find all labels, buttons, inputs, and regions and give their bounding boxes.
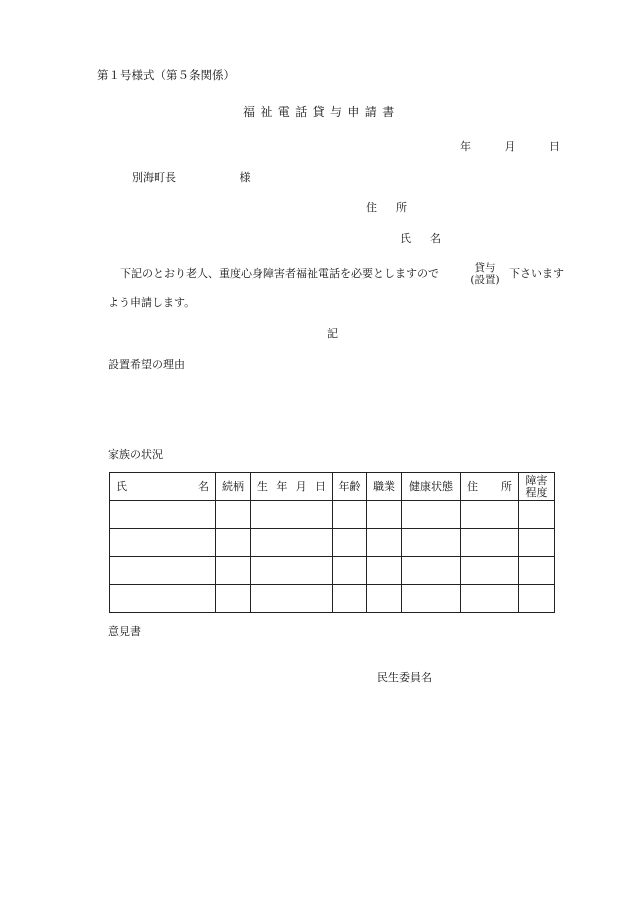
table-cell[interactable] [519, 557, 555, 585]
table-cell[interactable] [251, 585, 333, 613]
date-month-label: 月 [504, 140, 516, 153]
header-health: 健康状態 [402, 473, 461, 501]
header-disability-part2: 程度 [525, 485, 548, 499]
table-cell[interactable] [367, 501, 402, 529]
table-cell[interactable] [110, 529, 216, 557]
table-cell[interactable] [367, 585, 402, 613]
table-cell[interactable] [110, 557, 216, 585]
date-year-label: 年 [460, 140, 471, 153]
table-cell[interactable] [333, 557, 367, 585]
table-cell[interactable] [333, 529, 367, 557]
form-number: 第１号様式（第５条関係） [97, 68, 235, 82]
header-address [461, 473, 519, 501]
table-cell[interactable] [367, 557, 402, 585]
request-text-line2: よう申請します。 [108, 296, 196, 309]
header-address-part1: 住 [467, 479, 478, 493]
table-cell[interactable] [402, 557, 461, 585]
header-disability-part1: 障害 [525, 473, 548, 487]
table-cell[interactable] [461, 529, 519, 557]
table-cell[interactable] [461, 501, 519, 529]
table-header-row [110, 473, 555, 501]
table-cell[interactable] [367, 529, 402, 557]
applicant-name-label: 氏 名 [400, 232, 445, 245]
header-birth-part2: 年 [276, 479, 288, 493]
table-cell[interactable] [216, 557, 251, 585]
table-cell[interactable] [461, 557, 519, 585]
table-row [110, 557, 555, 585]
table-cell[interactable] [110, 585, 216, 613]
header-disability [519, 473, 555, 501]
table-cell[interactable] [402, 529, 461, 557]
header-birth-part1: 生 [257, 479, 268, 493]
table-cell[interactable] [519, 585, 555, 613]
table-cell[interactable] [461, 585, 519, 613]
table-cell[interactable] [519, 529, 555, 557]
header-name-part2: 名 [198, 479, 209, 493]
addressee [132, 172, 251, 183]
addressee-name: 別海町長 [132, 171, 176, 184]
table-row [110, 529, 555, 557]
header-name [110, 473, 216, 501]
header-birth-part4: 日 [314, 479, 326, 493]
table-cell[interactable] [333, 501, 367, 529]
header-address-part2: 所 [501, 479, 512, 493]
table-cell[interactable] [333, 585, 367, 613]
table-row [110, 585, 555, 613]
applicant-address-label: 住 所 [366, 201, 411, 214]
header-age: 年齢 [333, 473, 367, 501]
table-cell[interactable] [402, 585, 461, 613]
date-day-label: 日 [549, 140, 560, 153]
table-cell[interactable] [251, 501, 333, 529]
table-cell[interactable] [216, 529, 251, 557]
table-row [110, 501, 555, 529]
request-type-options [466, 262, 504, 286]
request-text-line1-end: 下さいます [509, 267, 564, 280]
table-body [110, 501, 555, 613]
date-line [460, 141, 560, 152]
document-title: 福祉電話貸与申請書 [243, 105, 400, 119]
header-relation: 続柄 [216, 473, 251, 501]
table-cell[interactable] [251, 557, 333, 585]
header-birth-part3: 月 [295, 479, 307, 493]
table-cell[interactable] [110, 501, 216, 529]
welfare-officer-label: 民生委員名 [377, 671, 432, 684]
family-status-heading: 家族の状況 [108, 448, 163, 461]
option-install: (設置) [470, 274, 500, 286]
table-cell[interactable] [251, 529, 333, 557]
family-status-table [109, 472, 555, 613]
option-lend: 貸与 [474, 262, 496, 274]
opinion-heading: 意見書 [108, 625, 141, 638]
header-birthdate [251, 473, 333, 501]
table-cell[interactable] [519, 501, 555, 529]
ki-label: 記 [327, 327, 338, 340]
header-name-part1: 氏 [116, 479, 127, 493]
table-cell[interactable] [402, 501, 461, 529]
table-cell[interactable] [216, 585, 251, 613]
addressee-suffix: 様 [239, 171, 251, 184]
header-occupation: 職業 [367, 473, 402, 501]
reason-heading: 設置希望の理由 [108, 358, 185, 371]
request-text-line1: 下記のとおり老人、重度心身障害者福祉電話を必要としますので [120, 267, 439, 280]
table-cell[interactable] [216, 501, 251, 529]
